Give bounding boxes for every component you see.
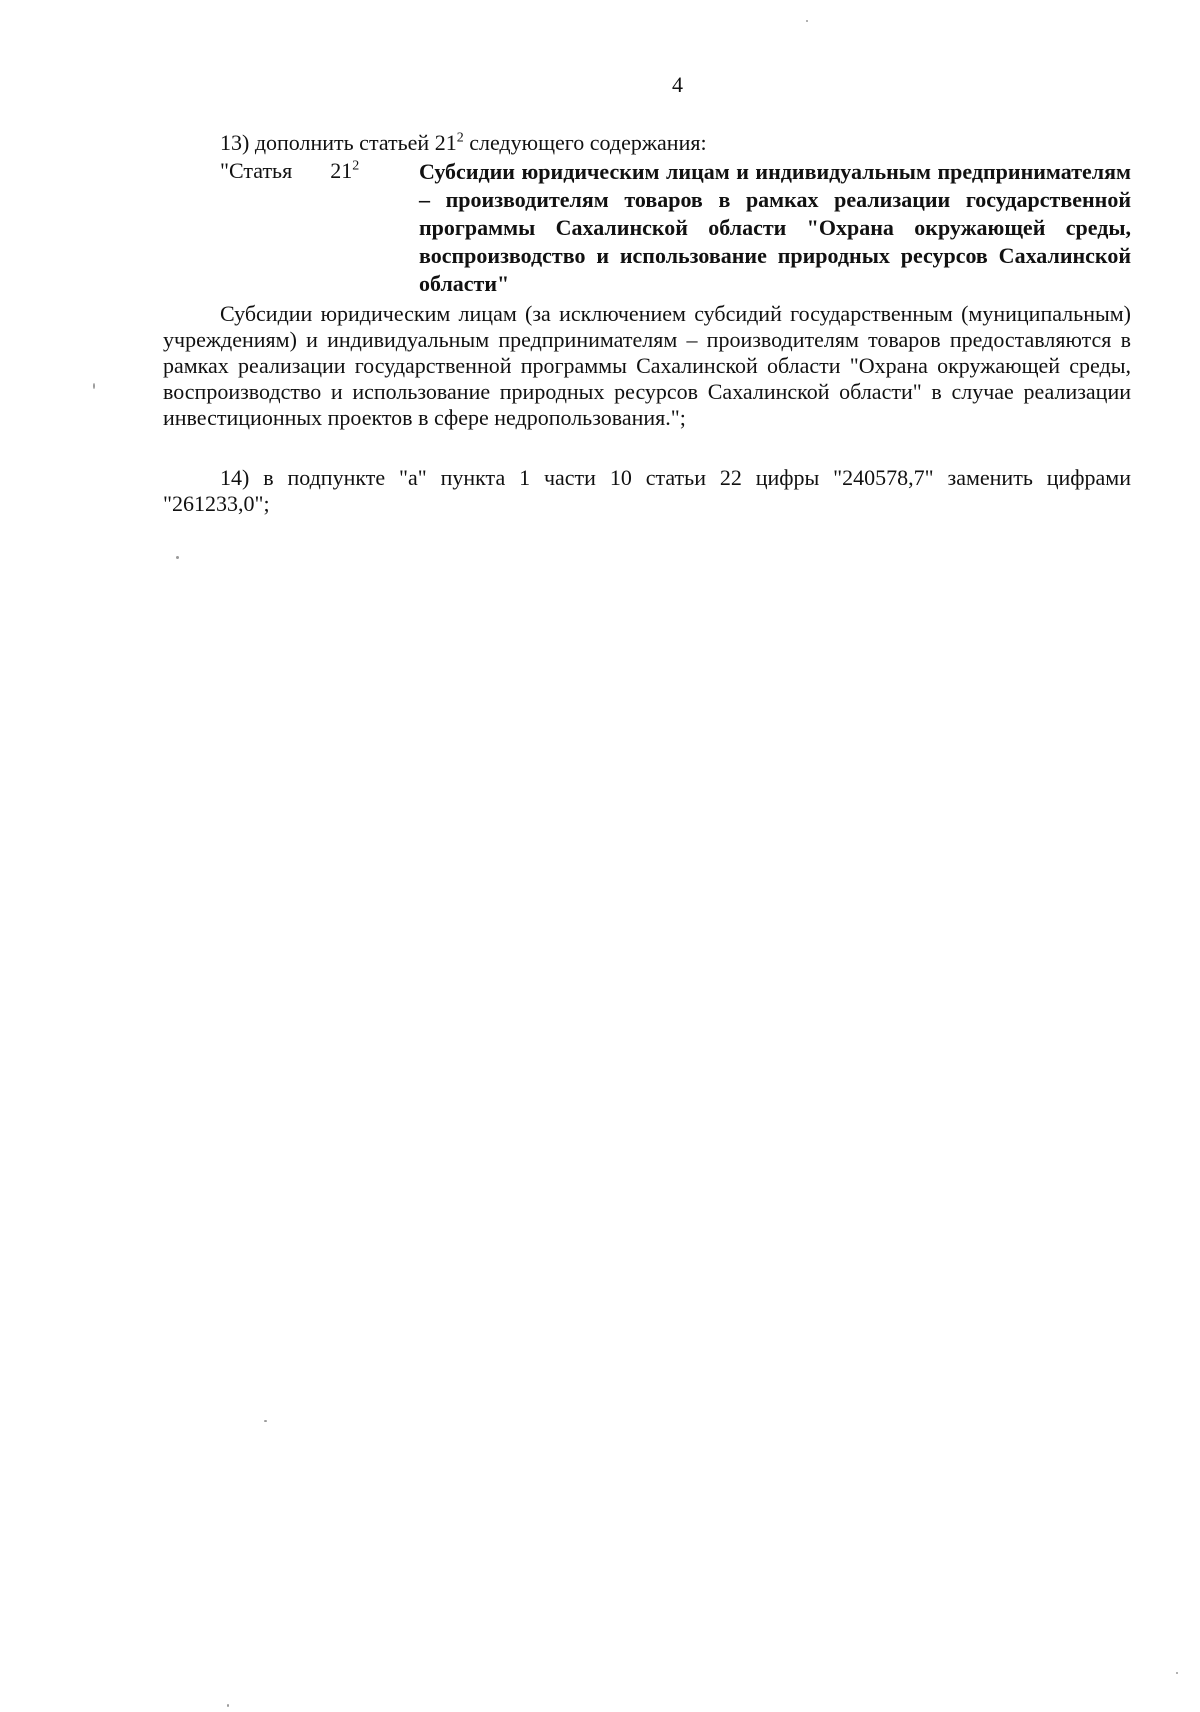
page-number: 4: [672, 72, 683, 97]
article-word: "Статья: [220, 158, 293, 183]
amendment-item-14: 14) в подпункте "а" пункта 1 части 10 статьи 22 цифры "240578,7" заменить цифрами "261233,0";: [163, 465, 1131, 516]
scan-speck: [1176, 1672, 1178, 1674]
article-number: [330, 158, 359, 184]
item-13-tail: следующего содержания:: [463, 130, 707, 155]
item-13-superscript: 2: [456, 130, 464, 146]
article-number-superscript: 2: [352, 158, 360, 174]
scan-speck: [93, 383, 95, 389]
scan-speck: [264, 1420, 267, 1422]
scan-speck: [227, 1704, 229, 1707]
article-title: Субсидии юридическим лицам и индивидуальным предпринимателям – производителям товаров в рамках реализации государственной программы Сахалинской области "Охрана окружающей среды, воспроизводство и использование природных ресурсов Сахалинской области": [419, 159, 1131, 296]
article-number-main: 21: [330, 158, 353, 183]
subsidy-paragraph: Субсидии юридическим лицам (за исключением субсидий государственным (муниципальным) учреждениям) и индивидуальным предпринимателям – производителям товаров предоставляются в рамках реализации государственной программы Сахалинской области "Охрана окружающей среды, воспроизводство и использование природных ресурсов Сахалинской области" в случае реализации инвестиционных проектов в сфере недропользования.";: [163, 301, 1131, 430]
scan-speck: [806, 20, 808, 22]
item-13-text: 13) дополнить статьей 21: [220, 130, 457, 155]
scan-speck: [176, 556, 179, 559]
amendment-item-13: [220, 130, 707, 156]
article-label: [220, 158, 359, 184]
